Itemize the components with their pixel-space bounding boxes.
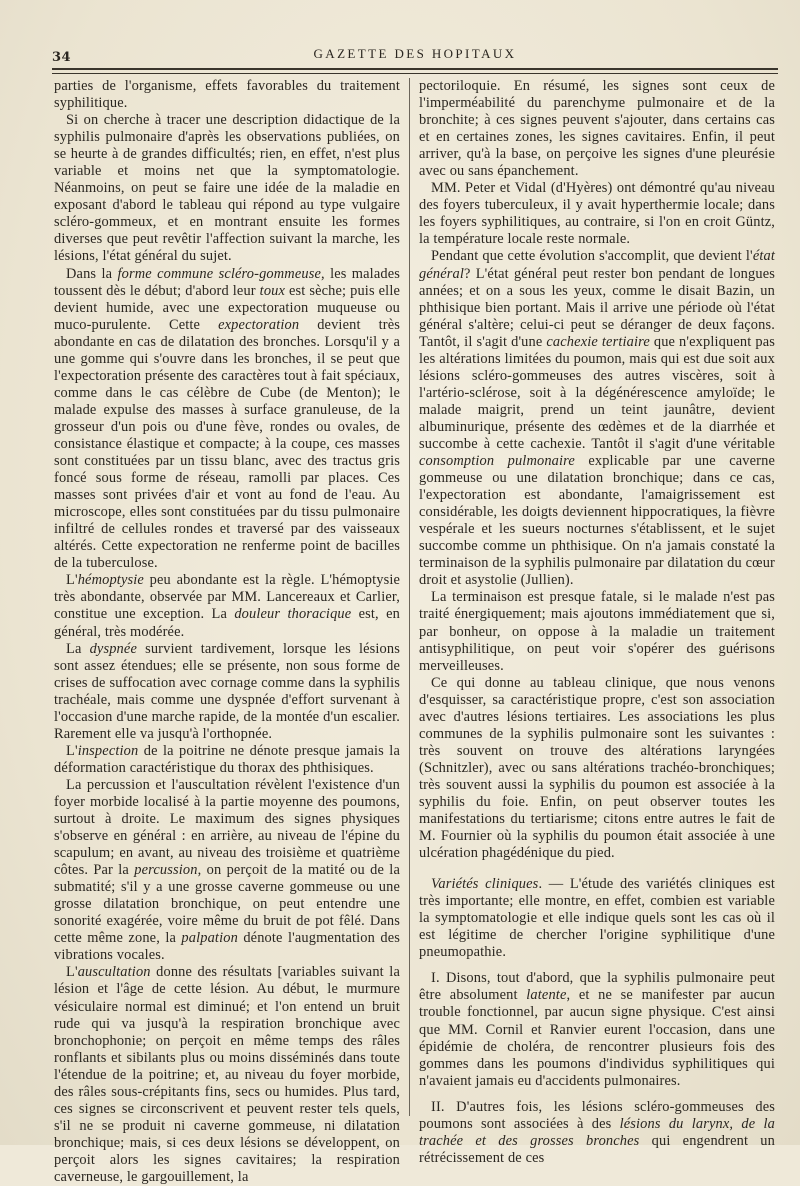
text-run: L' (66, 572, 78, 589)
text-run: devient très abondante en cas de dilatation des bronches. Lorsqu'il y a une gomme qui s'ouvre dans les bronches, il se peut que l'expectoration présente des caractères tout à fait spéciaux, comme dans le cas célèbre de Cube (de Menton); le malade expulse des masses à surface granuleuse, de la grosseur d'un pois ou d'une fève, rondes ou ovales, de consistance élastique et compacte; à la coupe, ces masses sont constituées par un tissu blanc, avec des tractus gris foncé sous forme de réseau, ramolli par places. Ces masses sont privées d'air et vont au fond de l'eau. Au microscope, elles sont constituées par du tissu pulmonaire infiltré de cellules rondes et traversé par des vaisseaux altérés. Cette expectoration ne renferme point de bacilles de la tuberculose. (54, 316, 400, 572)
paragraph (419, 78, 775, 180)
text-run: II. D'autres fois, les lésions scléro-gommeuses des poumons sont associées à des (419, 1098, 775, 1132)
text-run: peu abondante est la règle. L'hémoptysie très abondante, observée par MM. Lancereaux et Carlier, constitue une exception. La (54, 572, 400, 623)
text-run: est, en général, très modérée. (54, 606, 400, 640)
text-run: , et ne se manifester par aucun trouble fonctionnel, par aucun signe physique. C'est ainsi que MM. Cornil et Ranvier eurent l'occasion, dans une épidémie de choléra, de rencontrer plusieurs fois des gommes dans les poumons d'individus syphilitiques qui n'avaient jamais eu d'accidents pulmonaires. (419, 987, 775, 1089)
paragraph (419, 1099, 775, 1167)
text-run: Si on cherche à tracer une description didactique de la syphilis pulmonaire d'après les observations publiées, on se heurte à de grandes difficultés; rien, en effet, n'est plus variable et moins net que la symptomatologie. Néanmoins, on peut se faire une idée de la maladie en exposant d'abord le tableau qui répond au type vulgaire scléro-gommeux, et en montrant ensuite les formes diverses que peut revêtir l'affection suivant la marche, les lésions, l'état général du sujet. (54, 112, 400, 265)
text-run: donne des résultats [variables suivant la lésion et l'âge de cette lésion. Au début, le murmure vésiculaire normal est diminué; et l'on entend un bruit rude qui va jusqu'à la respiration bronchique avec bronchophonie; on perçoit en même temps des râles ronflants et sibilants plus ou moins disséminés dans toute l'étendue de la poitrine; et, au niveau du foyer morbide, des râles sous-crépitants fins, secs ou humides. Plus tard, ces signes se circonscrivent et peuvent rester tels quels, s'il ne se produit ni caverne gommeuse, ni dilatation bronchique; mais, si ces deux lésions se développent, on perçoit alors les signes cavitaires; la respiration caverneuse, le gargouillement, la (54, 964, 400, 1185)
page-number: 34 (52, 50, 72, 65)
text-run: , on perçoit de la matité ou de la submatité; s'il y a une grosse caverne gommeuse ou une grosse dilatation bronchique, on peut entendre une sonorité exagérée, voire même du bruit de pot fêlé. Dans cette même zone, la (54, 862, 400, 947)
column-divider (409, 78, 410, 1116)
text-run: qui engendrent un rétrécissement de ces (419, 1132, 775, 1166)
italic-term: forme commune scléro-gommeuse (117, 265, 322, 282)
text-run: , les malades toussent dès le début; d'abord leur (54, 265, 400, 299)
paragraph (419, 180, 775, 248)
text-run: I. Disons, tout d'abord, que la syphilis pulmonaire peut être absolument (419, 970, 775, 1004)
text-run: La percussion et l'auscultation révèlent l'existence d'un foyer morbide localisé à la partie moyenne des poumons, surtout à droite. Le maximum des signes physiques s'observe en général : en arrière, au niveau de l'épine du scapulum; en avant, au niveau des troisième et quatrième côtes. Par la (54, 776, 400, 879)
text-run: Ce qui donne au tableau clinique, que nous venons d'esquisser, sa caractéristique propre, c'est son association avec d'autres lésions tertiaires. Les associations les plus communes de la syphilis pulmonaire sont les suivantes : très souvent on trouve des altérations laryngées (Schnitzler), avec ou sans altérations trachéo-bronchiques; très souvent aussi la syphilis du poumon est associée à la syphilis du foie. Enfin, on peut observer toutes les manifestations du tertiarisme; citons entre autres le fait de M. Fournier où la syphilis du poumon était associée à une ulcération phagédénique du pied. (419, 674, 775, 862)
text-run: MM. Peter et Vidal (d'Hyères) ont démontré qu'au niveau des foyers tuberculeux, il y avait hyperthermie locale; dans les foyers syphilitiques, au contraire, si l'on en croit Güntz, la température locale reste normale. (419, 180, 775, 248)
page-header (52, 44, 778, 66)
italic-term: Variétés cliniques (431, 876, 539, 893)
text-run: . — L'étude des variétés cliniques est très importante; elle montre, en effet, combien est variable la symptomatologie et elle indique quels sont les cas où il est légitime de chercher l'origine syphilitique d'une pneumopathie. (419, 876, 775, 961)
paragraph (419, 248, 775, 589)
text-run: que n'expliquent pas les altérations limitées du poumon, mais qui est due soit aux lésions scléro-gommeuses des autres viscères, soit à l'artério-sclérose, soit à la dégénérescence amyloïde; le malade maigrit, prend un teint jaunâtre, devient albuminurique, présente des œdèmes et de la diarrhée et succombe à cette cachexie. Tantôt il s'agit d'une véritable (419, 333, 775, 452)
text-run: explicable par une caverne gommeuse ou une dilatation bronchique; dans ce cas, l'expectoration est abondante, l'amaigrissement est considérable, les doigts deviennent hippocratiques, la fièvre vespérale et les sueurs nocturnes s'établissent, et le sujet succombe comme un phthisique. On n'a jamais constaté la terminaison de la syphilis pulmonaire par dilatation du cœur droit et asystolie (Jullien). (419, 453, 775, 589)
italic-term: expectoration (218, 316, 300, 333)
section-heading-paragraph (419, 876, 775, 961)
paragraph (419, 970, 775, 1089)
italic-term: consomption pulmonaire (419, 453, 575, 470)
italic-term: lésions du larynx, de la trachée et des grosses bronches (419, 1115, 775, 1149)
paragraph (54, 112, 400, 265)
text-run: L' (66, 964, 78, 981)
italic-term: cachexie tertiaire (546, 333, 650, 350)
paragraph (419, 675, 775, 863)
text-run: ? L'état général peut rester bon pendant de longues années; et on a sous les yeux, comme le disait Bazin, un phthisique bien portant. Mais il arrive une période où l'état général s'altère; celui-ci peut se déranger de deux façons. Tantôt, il s'agit d'une (419, 265, 775, 350)
paragraph (419, 589, 775, 674)
italic-term: percussion (134, 862, 198, 879)
text-run: survient tardivement, lorsque les lésions sont assez étendues; elle se présente, non sous forme de crises de suffocation avec cornage comme dans la syphilis trachéale, mais comme une dyspnée d'effort survenant à l'occasion d'une marche rapide, de la montée d'un escalier. Rarement elle va jusqu'à l'orthopnée. (54, 640, 400, 742)
paragraph (54, 641, 400, 743)
text-run: est sèche; puis elle devient humide, avec une expectoration muqueuse ou muco-purulente. Cette (54, 282, 400, 333)
italic-term: douleur thoracique (234, 606, 352, 623)
text-run: parties de l'organisme, effets favorables du traitement syphilitique. (54, 78, 400, 112)
header-rule (52, 68, 778, 70)
paragraph (54, 266, 400, 573)
text-run: La (66, 640, 90, 657)
paragraph (54, 78, 400, 112)
paragraph (54, 572, 400, 640)
italic-term: inspection (77, 742, 139, 759)
right-column (419, 78, 775, 1167)
header-rule-thin (52, 73, 778, 74)
text-run: La terminaison est presque fatale, si le malade n'est pas traité énergiquement; mais ajoutons immédiatement que si, par bonheur, on oppose à la maladie un traitement antisyphilitique, on peut voir s'opérer des guérisons merveilleuses. (419, 589, 775, 674)
italic-term: hémoptysie (77, 572, 144, 589)
italic-term: palpation (181, 930, 238, 947)
italic-term: toux (259, 282, 286, 299)
italic-term: dyspnée (89, 640, 137, 657)
text-run: dénote l'augmentation des vibrations vocales. (54, 930, 400, 964)
text-run: pectoriloquie. En résumé, les signes sont ceux de l'imperméabilité du parenchyme pulmonaire et de la bronchite; à ces signes peuvent s'ajouter, dans certains cas et en certaines zones, les signes cavitaires. Enfin, il peut arriver, qu'à la base, on perçoive les signes d'une pleurésie avec ou sans épanchement. (419, 78, 775, 180)
italic-term: état général (419, 248, 775, 282)
paragraph (54, 964, 400, 1186)
text-run: de la poitrine ne dénote presque jamais la déformation caractéristique du thorax des phthisiques. (54, 742, 400, 776)
italic-term: auscultation (77, 964, 151, 981)
text-run: Dans la (66, 265, 118, 282)
paragraph (54, 777, 400, 965)
paragraph (54, 743, 400, 777)
text-run: L' (66, 742, 78, 759)
journal-title: GAZETTE DES HOPITAUX (313, 46, 517, 61)
left-column (54, 78, 400, 1186)
text-run: Pendant que cette évolution s'accomplit, que devient l' (431, 248, 753, 265)
italic-term: latente (526, 987, 567, 1004)
